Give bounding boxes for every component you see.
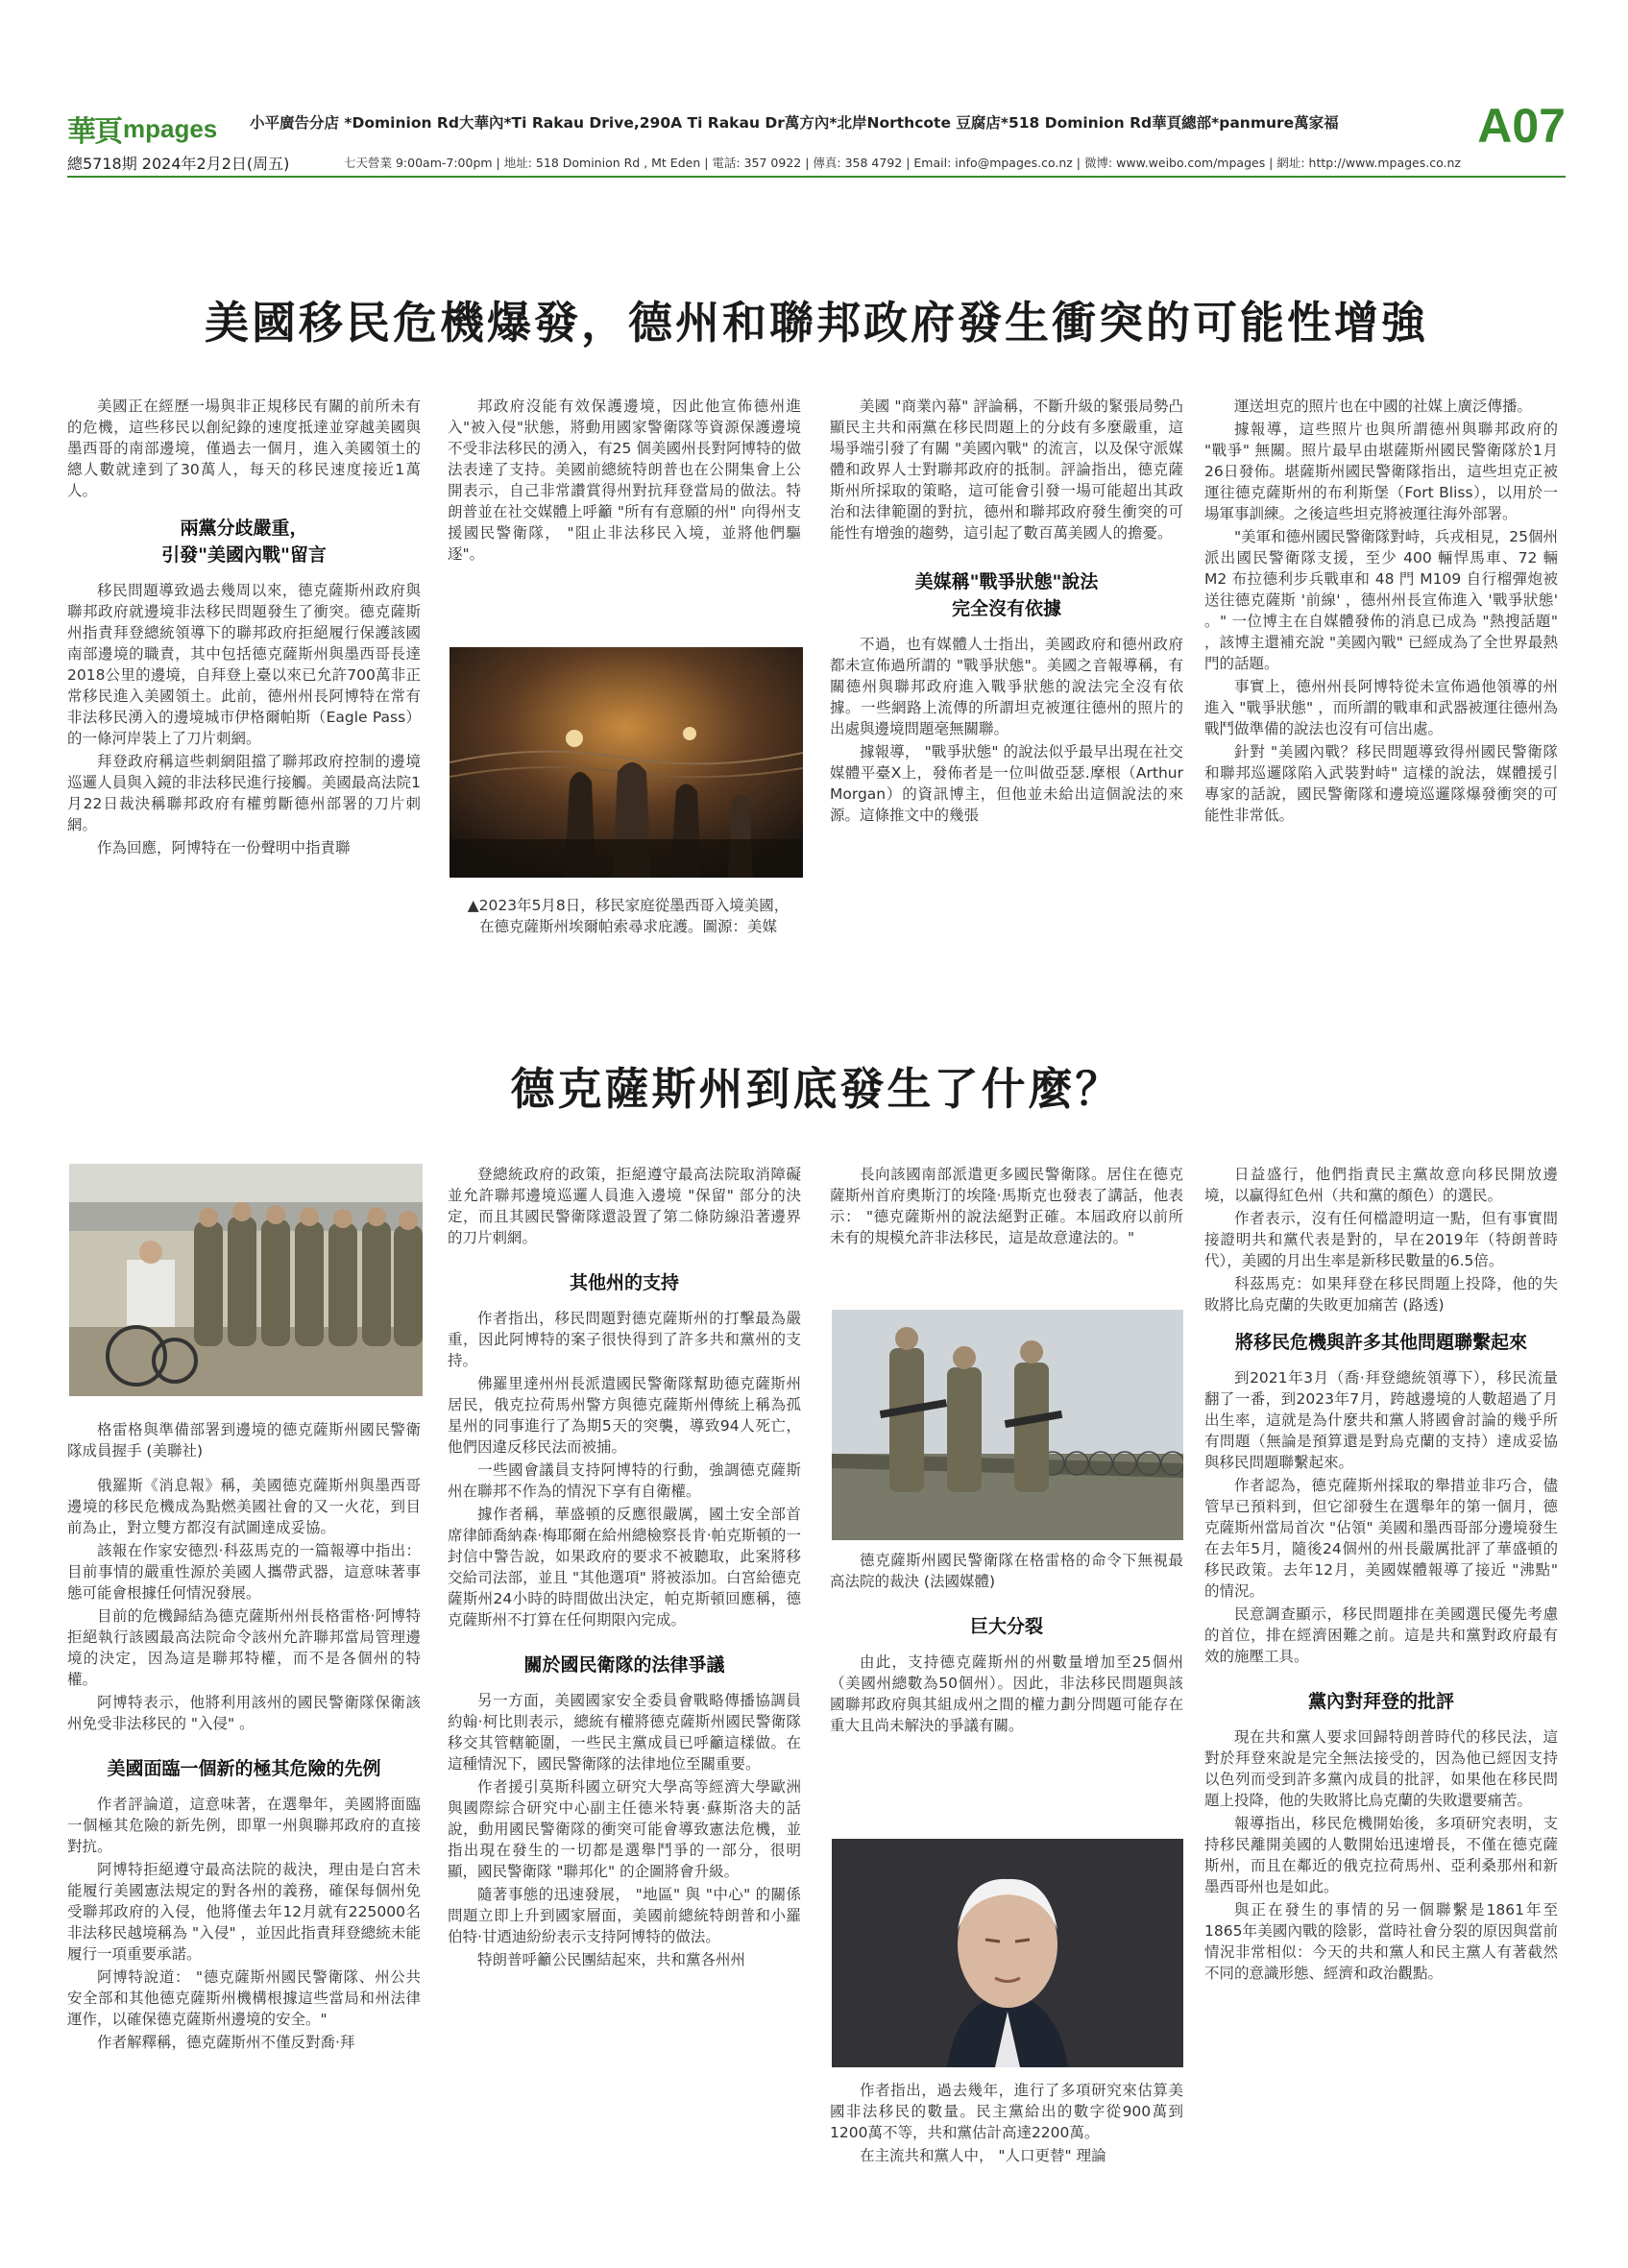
paragraph: 由此，支持德克薩斯州的州數量增加至25個州（美國州總數為50個州）。因此，非法移民問題與該國聯邦政府與其組成州之間的權力劃分問題可能存在重大且尚未解決的爭議有關。: [830, 1653, 1183, 1734]
guard-soldiers-photo: [832, 1310, 1183, 1540]
article2-column-2: [448, 1164, 801, 1972]
article2-column-4: [1204, 1164, 1558, 1986]
paragraph: 到2021年3月（喬·拜登總統領導下），移民流量翻了一番，到2023年7月，跨越邊境的人數超過了月出生率，這就是為什麼共和黨人將國會討論的幾乎所有問題（無論是預算還是對烏克蘭的支持）達成妥協與移民問題聯繫起來。: [1204, 1369, 1558, 1471]
paragraph: 目前的危機歸結為德克薩斯州州長格雷格·阿博特拒絕執行該國最高法院命令該州允許聯邦當局管理邊境的決定，因為這是聯邦特權，而不是各個州的特權。: [67, 1607, 421, 1688]
subheading: 黨內對拜登的批評: [1307, 1691, 1454, 1712]
contact-info: 七天營業 9:00am-7:00pm | 地址: 518 Dominion Rd , Mt Eden | 電話: 357 0922 | 傳真: 358 4792 | Email: info@mpages.co.nz | 微博: www.weibo.com/mpages | 網址: http://www.mpages.co.nz: [344, 156, 1461, 170]
paragraph: 據報導，這些照片也與所謂德州與聯邦政府的 "戰爭" 無關。照片最早由堪薩斯州國民警衛隊於1月26日發佈。堪薩斯州國民警衛隊指出，這些坦克正被運往德克薩斯州的布利斯堡（Fort Bliss），以用於一場軍事訓練。之後這些坦克將被運往海外部署。: [1204, 421, 1558, 522]
paragraph: 作者援引莫斯科國立研究大學高等經濟大學歐洲與國際綜合研究中心副主任德米特裏·蘇斯洛夫的話說，動用國民警衛隊的衝突可能會導致憲法危機，並指出現在發生的一切都是選舉鬥爭的一部分，很明顯，國民警衛隊 "聯邦化" 的企圖將會升級。: [448, 1778, 801, 1880]
subheading: 美媒稱"戰爭狀態"說法 完全沒有依據: [914, 571, 1099, 619]
photo-caption: 格雷格與準備部署到邊境的德克薩斯州國民警衛隊成員握手 (美聯社): [67, 1421, 421, 1460]
paragraph: 運送坦克的照片也在中國的社媒上廣泛傳播。: [1234, 398, 1533, 415]
paragraph: 不過，也有媒體人士指出，美國政府和德州政府都未宣佈過所謂的 "戰爭狀態"。美國之音報導稱，有關德州與聯邦政府進入戰爭狀態的說法完全沒有依據。一些網路上流傳的所謂坦克被運往德州的照片的出處與邊境問題毫無關聯。: [830, 636, 1183, 737]
paragraph: 據作者稱，華盛頓的反應很嚴厲，國土安全部首席律師喬納森·梅耶爾在給州總檢察長肯·帕克斯頓的一封信中警告說，如果政府的要求不被聽取，此案將移交給司法部，並且 "其他選項" 將被添加。白宮給德克薩斯州24小時的時間做出決定，帕克斯頓回應稱，德克薩斯州不打算在任何期限內完成。: [448, 1506, 801, 1629]
paragraph: 據報導， "戰爭狀態" 的說法似乎最早出現在社交媒體平臺X上，發佈者是一位叫做亞瑟.摩根（Arthur Morgan）的資訊博主，但他並未給出這個說法的來源。這條推文中的幾張: [830, 743, 1183, 824]
article2-column-1: [67, 1419, 421, 2055]
article2-column-3-bottom: [830, 2080, 1183, 2168]
paragraph: 作者表示，沒有任何檔證明這一點，但有事實間接證明共和黨代表是對的，早在2019年（特朗普時代），美國的月出生率是新移民數量的6.5倍。: [1204, 1210, 1558, 1269]
paragraph: 與正在發生的事情的另一個聯繫是1861年至1865年美國內戰的陰影，當時社會分裂的原因與當前情況非常相似：今天的共和黨人和民主黨人有著截然不同的意識形態、經濟和政治觀點。: [1204, 1901, 1558, 1982]
paragraph: 美國正在經歷一場與非正規移民有關的前所未有的危機，這些移民以創紀錄的速度抵達並穿越美國與墨西哥的南部邊境，僅過去一個月，進入美國領土的總人數就達到了30萬人，每天的移民速度接近1萬人。: [67, 398, 421, 499]
logo-chinese: 華頁: [67, 115, 121, 149]
paragraph: 日益盛行，他們指責民主黨故意向移民開放邊境，以贏得紅色州（共和黨的顏色）的選民。: [1204, 1166, 1558, 1204]
paragraph: 佛羅里達州州長派遣國民警衛隊幫助德克薩斯州居民，俄克拉荷馬州警方與德克薩斯州傳統上稱為孤星州的同事進行了為期5天的突襲，導致94人死亡，他們因違反移民法而被捕。: [448, 1375, 801, 1456]
paragraph: 登總統政府的政策，拒絕遵守最高法院取消障礙並允許聯邦邊境巡邏人員進入邊境 "保留" 部分的決定，而且其國民警衛隊還設置了第二條防線沿著邊界的刀片刺網。: [448, 1166, 801, 1246]
paragraph: 隨著事態的迅速發展， "地區" 與 "中心" 的關係問題立即上升到國家層面，美國前總統特朗普和小羅伯特·甘迺迪紛紛表示支持阿博特的做法。: [448, 1886, 801, 1945]
paragraph: 阿博特說道： "德克薩斯州國民警衛隊、州公共安全部和其他德克薩斯州機構根據這些當局和州法律運作，以確保德克薩斯州邊境的安全。": [67, 1968, 421, 2028]
article1-column-3: [830, 396, 1183, 828]
paragraph: 邦政府沒能有效保護邊境，因此他宣佈德州進入"被入侵"狀態，將動用國家警衛隊等資源保護邊境不受非法移民的湧入，有25 個美國州長對阿博特的做法表達了支持。美國前總統特朗普也在公開集會上公開表示，自己非常讚賞得州對抗拜登當局的做法。特朗普並在社交媒體上呼籲 "所有有意願的州" 向得州支援國民警衛隊， "阻止非法移民入境，並將他們驅逐"。: [448, 398, 801, 563]
paragraph: 針對 "美國內戰？移民問題導致得州國民警衛隊和聯邦巡邏隊陷入武裝對峙" 這樣的說法，媒體援引專家的話說，國民警衛隊和邊境巡邏隊爆發衝突的可能性非常低。: [1204, 743, 1558, 824]
subheading: 兩黨分歧嚴重， 引發"美國內戰"留言: [161, 518, 327, 566]
subheading: 巨大分裂: [969, 1616, 1043, 1637]
paragraph: 長向該國南部派遣更多國民警衛隊。居住在德克薩斯州首府奧斯汀的埃隆·馬斯克也發表了講話，他表示： "德克薩斯州的說法絕對正確。本屆政府以前所未有的規模允許非法移民，這是故意違法的。": [830, 1166, 1183, 1246]
governor-guard-handshake-photo: [69, 1164, 423, 1396]
subheading: 其他州的支持: [569, 1272, 679, 1293]
masthead: [67, 99, 1566, 177]
mpages-logo[interactable]: [67, 108, 217, 150]
article2-column-3-lower: [830, 1550, 1183, 1738]
paragraph: 民意調查顯示，移民問題排在美國選民優先考慮的首位，排在經濟困難之前。這是共和黨對政府最有效的施壓工具。: [1204, 1605, 1558, 1665]
paragraph: "美軍和德州國民警衛隊對峙，兵戎相見，25個州派出國民警衛隊支援，至少 400 輛悍馬車、72 輛 M2 布拉德利步兵戰車和 48 門 M109 自行榴彈炮被送往德克薩斯 '前線' ，德州州長宣佈進入 '戰爭狀態' 。" 一位博主在自媒體發佈的消息已成為 "熱搜話題" ，該博主還補充說 "美國內戰" 已經成為了全世界最熱門的話題。: [1204, 528, 1558, 672]
paragraph: 另一方面，美國國家安全委員會戰略傳播協調員約翰·柯比則表示，總統有權將德克薩斯州國民警衛隊移交其管轄範圍，一些民主黨成員已呼籲這樣做。在這種情況下，國民警衛隊的法律地位至關重要。: [448, 1692, 801, 1773]
page-number: A07: [1477, 99, 1566, 153]
issue-date: 總5718期 2024年2月2日(周五): [67, 155, 290, 173]
subheading: 將移民危機與許多其他問題聯繫起來: [1234, 1332, 1527, 1353]
paragraph: 特朗普呼籲公民團結起來，共和黨各州州: [477, 1951, 746, 1968]
logo-english: mpages: [123, 113, 218, 143]
article1-headline: 美國移民危機爆發，德州和聯邦政府發生衝突的可能性增強: [205, 297, 1428, 349]
paragraph: 在主流共和黨人中， "人口更替" 理論: [860, 2147, 1106, 2164]
paragraph: 一些國會議員支持阿博特的行動，強調德克薩斯州在聯邦不作為的情況下享有自衛權。: [448, 1461, 801, 1500]
paragraph: 俄羅斯《消息報》稱，美國德克薩斯州與墨西哥邊境的移民危機成為點燃美國社會的又一火花，到目前為止，對立雙方都沒有試圖達成妥協。: [67, 1477, 421, 1536]
migrant-family-border-photo: [450, 647, 803, 878]
subheading: 關於國民衛隊的法律爭議: [523, 1654, 725, 1676]
paragraph: 拜登政府稱這些刺網阻擋了聯邦政府控制的邊境巡邏人員與入鏡的非法移民進行接觸。美國最高法院1月22日裁決稱聯邦政府有權剪斷德州部署的刀片刺網。: [67, 753, 421, 833]
photo-caption: ▲2023年5月8日，移民家庭從墨西哥入境美國，在德克薩斯州埃爾帕索尋求庇護。圖源：美媒: [467, 897, 790, 935]
paragraph: 報導指出，移民危機開始後，多項研究表明，支持移民離開美國的人數開始迅速增長，不僅在德克薩斯州，而且在鄰近的俄克拉荷馬州、亞利桑那州和新墨西哥州也是如此。: [1204, 1815, 1558, 1895]
subheading: 美國面臨一個新的極其危險的先例: [107, 1758, 381, 1779]
paragraph: 事實上，德州州長阿博特從未宣佈過他領導的州進入 "戰爭狀態" ，而所謂的戰車和武器被運往德州為戰鬥做準備的說法也沒有可信出處。: [1204, 678, 1558, 737]
paragraph: 該報在作家安德烈·科茲馬克的一篇報導中指出：目前事情的嚴重性源於美國人攜帶武器，這意味著事態可能會根據任何情況發展。: [67, 1542, 421, 1602]
article1-column-4: [1204, 396, 1558, 828]
paragraph: 移民問題導致過去幾周以來，德克薩斯州政府與聯邦政府就邊境非法移民問題發生了衝突。德克薩斯州指責拜登總統領導下的聯邦政府拒絕履行保護該國南部邊境的職責，其中包括德克薩斯州與墨西哥長達2018公里的邊境，自拜登上臺以來已允許700萬非正常移民進入美國領土。此前，德州州長阿博特在常有非法移民湧入的邊境城市伊格爾帕斯（Eagle Pass）的一條河岸裝上了刀片刺網。: [67, 582, 421, 747]
branch-list: 小平廣告分店 *Dominion Rd大華內*Ti Rakau Drive,290A Ti Rakau Dr萬方內*北岸Northcote 豆腐店*518 Dominion Rd華頁總部*panmure萬家福: [250, 114, 1339, 132]
paragraph: 作為回應，阿博特在一份聲明中指責聯: [97, 839, 351, 857]
paragraph: 作者評論道，這意味著，在選舉年，美國將面臨一個極其危險的新先例，即單一州與聯邦政府的直接對抗。: [67, 1796, 421, 1855]
paragraph: 阿博特拒絕遵守最高法院的裁決，理由是白宮未能履行美國憲法規定的對各州的義務，確保每個州免受聯邦政府的入侵，他將僅去年12月就有225000名非法移民越境稱為 "入侵" ，並因此指責拜登總統未能履行一項重要承諾。: [67, 1861, 421, 1963]
paragraph: 作者認為，德克薩斯州採取的舉措並非巧合，儘管早已預料到，但它卻發生在選舉年的第一個月，德克薩斯州當局首次 "佔領" 美國和墨西哥部分邊境發生在去年5月，隨後24個州的州長嚴厲批評了華盛頓的移民政策。去年12月，美國媒體報導了接近 "沸點" 的情況。: [1204, 1477, 1558, 1600]
paragraph: 作者指出，過去幾年，進行了多項研究來估算美國非法移民的數量。民主黨給出的數字從900萬到1200萬不等，共和黨估計高達2200萬。: [830, 2082, 1183, 2141]
paragraph: 美國 "商業內幕" 評論稱，不斷升級的緊張局勢凸顯民主共和兩黨在移民問題上的分歧有多麼嚴重，這場爭端引發了有關 "美國內戰" 的流言，以及保守派媒體和政界人士對聯邦政府的抵制。評論指出，德克薩斯州所採取的策略，這可能會引發一場可能超出其政治和法律範圍的對抗，德州和聯邦政府發生衝突的可能性有增強的趨勢，這引起了數百萬美國人的擔憂。: [830, 398, 1183, 542]
biden-portrait-photo: [832, 1839, 1183, 2067]
paragraph: 作者解釋稱，德克薩斯州不僅反對喬·拜: [97, 2034, 355, 2051]
paragraph: 作者指出，移民問題對德克薩斯州的打擊最為嚴重，因此阿博特的案子很快得到了許多共和黨州的支持。: [448, 1310, 801, 1369]
article2-column-3: [830, 1164, 1183, 1250]
photo-caption: 德克薩斯州國民警衛隊在格雷格的命令下無視最高法院的裁決 (法國媒體): [830, 1552, 1183, 1590]
masthead-divider: [67, 176, 1566, 178]
article1-column-2: [448, 396, 801, 567]
article2-headline: 德克薩斯州到底發生了什麼？: [510, 1063, 1123, 1115]
article1-column-1: [67, 396, 421, 860]
paragraph: 科茲馬克：如果拜登在移民問題上投降，他的失敗將比烏克蘭的失敗更加痛苦 (路透): [1204, 1275, 1558, 1314]
paragraph: 現在共和黨人要求回歸特朗普時代的移民法，這對於拜登來說是完全無法接受的，因為他已經因支持以色列而受到許多黨內成員的批評，如果他在移民問題上投降，他的失敗將比烏克蘭的失敗還要痛苦。: [1204, 1728, 1558, 1809]
paragraph: 阿博特表示，他將利用該州的國民警衛隊保衛該州免受非法移民的 "入侵" 。: [67, 1694, 421, 1732]
